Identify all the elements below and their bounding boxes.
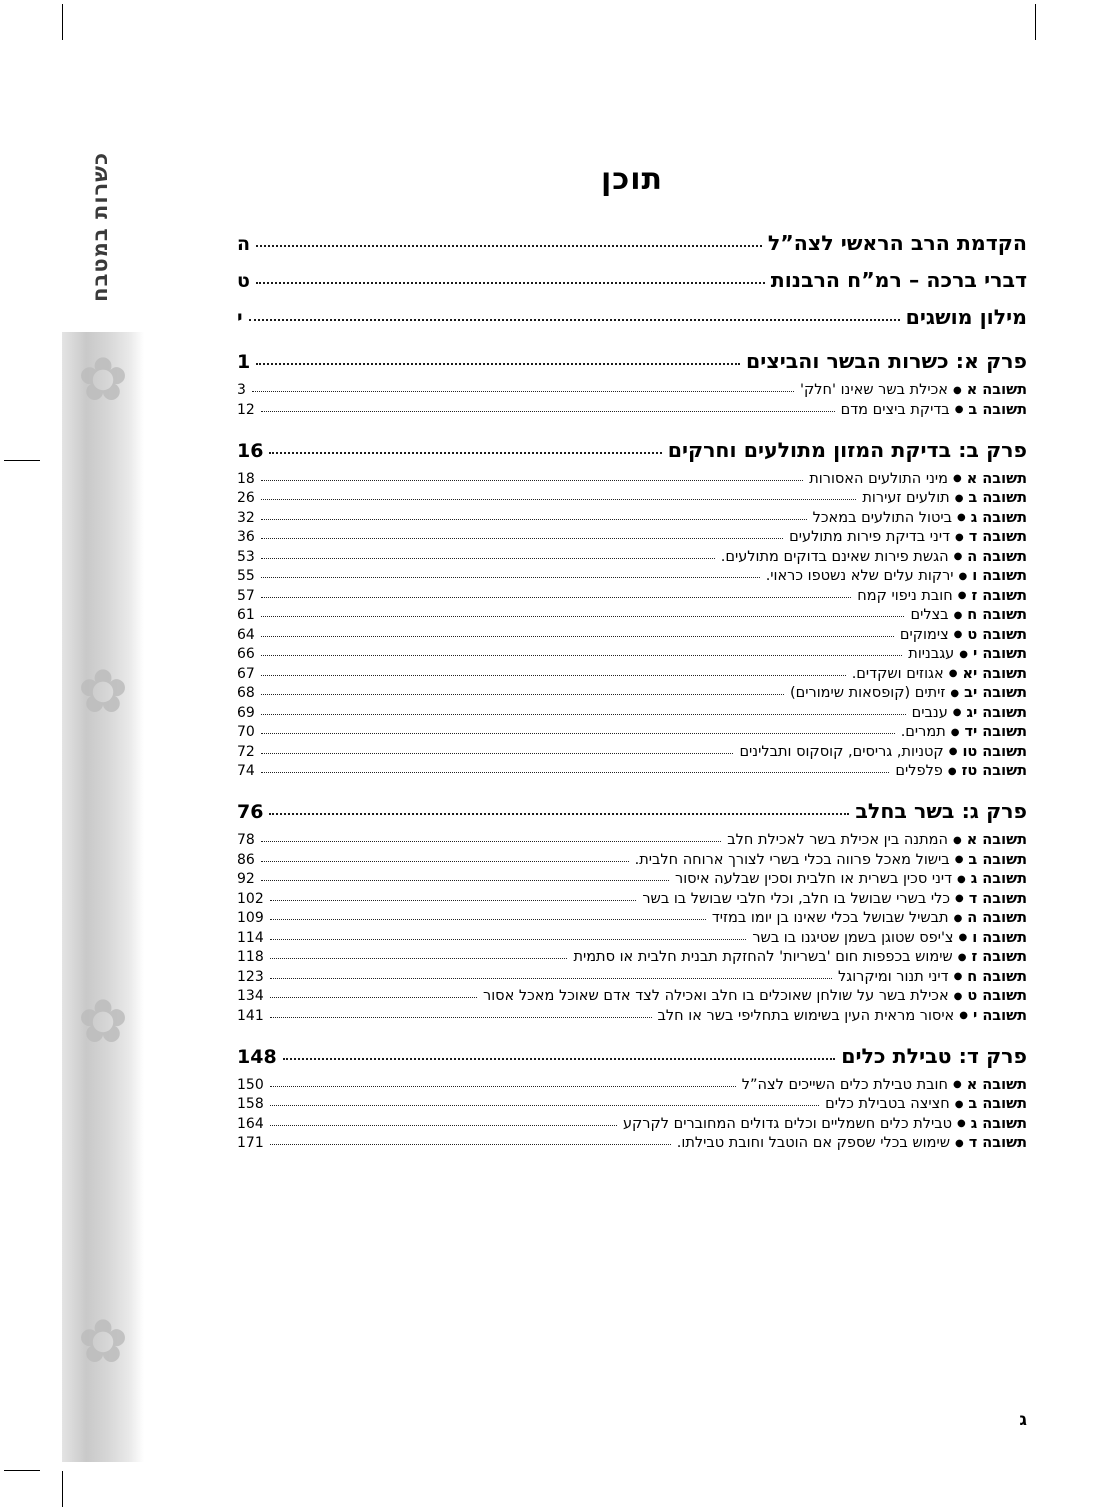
leader-dots xyxy=(249,319,900,321)
answer-text: עגבניות xyxy=(908,646,955,662)
leader-dots xyxy=(261,538,783,539)
toc-answer-entry[interactable] xyxy=(237,871,1027,887)
toc-entry[interactable] xyxy=(237,305,1027,329)
table-of-contents xyxy=(237,162,1027,1155)
answer-label xyxy=(895,763,1027,779)
bullet-icon: ● xyxy=(948,668,958,679)
leader-dots xyxy=(270,939,747,940)
answer-prefix: תשובה ד xyxy=(968,890,1027,907)
chapter-label: פרק ג: בשר בחלב xyxy=(855,799,1027,823)
answer-page: 70 xyxy=(237,724,255,740)
leader-dots xyxy=(256,282,765,284)
answer-page: 164 xyxy=(237,1115,264,1132)
toc-entry-page: ה xyxy=(237,233,251,255)
answer-text: צ'יפס שטוגן בשמן שטיגנו בו בשר xyxy=(752,929,954,946)
chapter-page: 1 xyxy=(237,351,251,373)
answer-text: אכילת בשר על שולחן שאוכלים בו חלב ואכילה לצד אדם שאוכל מאכל אסור xyxy=(483,988,949,1004)
answer-label xyxy=(642,891,1027,907)
answer-label xyxy=(712,910,1027,926)
chapter-block xyxy=(237,1044,1027,1152)
answer-text: ביטול התולעים במאכל xyxy=(812,509,953,526)
answer-label xyxy=(852,666,1027,682)
bullet-icon: ● xyxy=(959,1010,968,1021)
answer-text: בצלים xyxy=(910,607,949,623)
bullet-icon: ● xyxy=(947,765,957,777)
answer-label xyxy=(752,930,1027,946)
leader-dots xyxy=(252,391,794,392)
spine-book-title: כשרות במטבח xyxy=(88,152,112,302)
answer-page: 118 xyxy=(237,949,264,965)
bullet-icon: ● xyxy=(953,990,963,1002)
toc-answer-entry[interactable] xyxy=(237,969,1027,985)
toc-answer-entry[interactable] xyxy=(237,549,1027,565)
toc-answer-entry[interactable] xyxy=(237,1008,1027,1024)
toc-answer-entry[interactable] xyxy=(237,949,1027,965)
flourish-ornament-icon: ✿ xyxy=(77,657,129,727)
answer-text: תמרים. xyxy=(900,724,946,740)
answer-page: 55 xyxy=(237,568,255,584)
toc-answer-entry[interactable] xyxy=(237,382,1027,398)
answer-label xyxy=(841,402,1027,418)
toc-answer-entry[interactable] xyxy=(237,568,1027,584)
toc-answer-entry[interactable] xyxy=(237,930,1027,946)
answer-page: 78 xyxy=(237,832,255,848)
leader-dots xyxy=(270,958,568,959)
answer-text: טבילת כלים חשמליים וכלים גדולים המחוברים לקרקע xyxy=(622,1115,953,1132)
crop-mark-left-top xyxy=(4,460,40,461)
answer-text: דיני בדיקת פירות מתולעים xyxy=(789,529,950,545)
answer-prefix: תשובה ה xyxy=(967,548,1027,565)
flourish-ornament-icon: ✿ xyxy=(77,345,129,415)
answer-text: חובת ניפוי קמח xyxy=(857,587,953,604)
answer-page: 26 xyxy=(237,490,255,506)
leader-dots xyxy=(269,813,849,815)
toc-answer-entry[interactable] xyxy=(237,1135,1027,1151)
answer-page: 69 xyxy=(237,704,255,721)
answer-page: 109 xyxy=(237,910,264,926)
leader-dots xyxy=(270,997,477,998)
answer-prefix: תשובה יג xyxy=(966,704,1027,721)
toc-entry-page: ט xyxy=(237,270,250,292)
answer-label xyxy=(790,685,1027,701)
chapter-block xyxy=(237,438,1027,780)
answer-label xyxy=(721,549,1027,565)
leader-dots xyxy=(261,616,905,617)
leader-dots xyxy=(261,880,669,881)
leader-dots xyxy=(261,772,890,773)
answer-page: 36 xyxy=(237,529,255,545)
bullet-icon: ● xyxy=(948,746,958,757)
answer-prefix: תשובה ח xyxy=(967,968,1027,985)
leader-dots xyxy=(283,1058,836,1060)
leader-dots xyxy=(261,597,851,598)
answer-prefix: תשובה א xyxy=(966,470,1027,487)
answer-prefix: תשובה ח xyxy=(967,607,1027,623)
bullet-icon: ● xyxy=(957,1118,966,1129)
toc-answer-entry[interactable] xyxy=(237,666,1027,682)
answer-label xyxy=(901,724,1027,740)
leader-dots xyxy=(261,480,803,481)
bullet-icon: ● xyxy=(952,473,962,484)
toc-answer-entry[interactable] xyxy=(237,763,1027,779)
toc-entry-page: י xyxy=(237,307,243,329)
toc-chapter-entry[interactable] xyxy=(237,1044,1027,1068)
answer-page: 86 xyxy=(237,851,255,868)
leader-dots xyxy=(261,636,894,637)
answer-text: כלי בשרי שבושל בו חלב, וכלי חלבי שבושל בו בשר xyxy=(642,890,950,907)
leader-dots xyxy=(256,245,762,247)
toc-answer-entry[interactable] xyxy=(237,724,1027,740)
leader-dots xyxy=(270,1086,736,1087)
leader-dots xyxy=(270,1017,652,1018)
bullet-icon: ● xyxy=(957,590,967,601)
leader-dots xyxy=(261,733,895,734)
toc-answer-entry[interactable] xyxy=(237,607,1027,623)
answer-text: דיני תנור ומיקרוגל xyxy=(837,968,949,985)
answer-label xyxy=(800,382,1027,398)
toc-answer-entry[interactable] xyxy=(237,588,1027,604)
answer-label xyxy=(900,627,1027,643)
answer-label xyxy=(809,471,1027,487)
toc-answer-entry[interactable] xyxy=(237,685,1027,701)
decorative-spine-strip xyxy=(62,332,144,1462)
answer-label xyxy=(789,529,1027,545)
leader-dots xyxy=(256,363,740,365)
bullet-icon: ● xyxy=(959,648,968,660)
toc-answer-entry[interactable] xyxy=(237,744,1027,760)
answer-page: 72 xyxy=(237,743,255,760)
answer-label xyxy=(658,1008,1027,1024)
leader-dots xyxy=(261,519,807,520)
answer-label xyxy=(766,568,1027,584)
toc-answer-entry[interactable] xyxy=(237,1116,1027,1132)
answer-page: 61 xyxy=(237,607,255,623)
toc-entry-label: הקדמת הרב הראשי לצה”ל xyxy=(767,231,1027,255)
answer-page: 134 xyxy=(237,988,264,1004)
answer-page: 68 xyxy=(237,685,255,701)
answer-page: 150 xyxy=(237,1076,264,1093)
answer-page: 32 xyxy=(237,509,255,526)
answer-label xyxy=(910,607,1027,623)
answer-text: אגוזים ושקדים. xyxy=(851,665,944,682)
bullet-icon: ● xyxy=(957,512,966,523)
leader-dots xyxy=(261,861,629,862)
answer-text: בדיקת ביצים מדם xyxy=(840,401,950,418)
crop-mark-left-bottom xyxy=(4,1470,40,1471)
answer-text: חציצה בטבילת כלים xyxy=(825,1096,950,1112)
answer-prefix: תשובה יא xyxy=(962,665,1027,682)
answer-text: חובת טבילת כלים השייכים לצה”ל xyxy=(741,1076,948,1093)
answer-page: 102 xyxy=(237,890,264,907)
leader-dots xyxy=(261,675,846,676)
toc-answer-entry[interactable] xyxy=(237,471,1027,487)
answer-label xyxy=(573,949,1027,965)
toc-answer-entry[interactable] xyxy=(237,705,1027,721)
toc-chapter-entry[interactable] xyxy=(237,799,1027,823)
bullet-icon: ● xyxy=(952,1079,962,1090)
bullet-icon: ● xyxy=(955,1137,964,1149)
toc-answer-entry[interactable] xyxy=(237,510,1027,526)
answer-prefix: תשובה ד xyxy=(968,529,1027,545)
answer-page: 3 xyxy=(237,382,246,398)
answer-prefix: תשובה ב xyxy=(968,490,1027,506)
answer-text: הגשת פירות שאינם בדוקים מתולעים. xyxy=(720,548,949,565)
answer-text: ירקות עלים שלא נשטפו כראוי. xyxy=(765,568,954,584)
chapter-block xyxy=(237,349,1027,418)
answer-prefix: תשובה ג xyxy=(970,871,1027,887)
bullet-icon: ● xyxy=(955,893,964,904)
answer-text: אכילת בשר שאינו 'חלק' xyxy=(799,382,948,398)
answer-page: 141 xyxy=(237,1007,264,1024)
chapter-label: פרק ד: טבילת כלים xyxy=(841,1043,1027,1068)
answer-prefix: תשובה טו xyxy=(962,743,1027,760)
answer-label xyxy=(908,646,1027,662)
answer-text: צימוקים xyxy=(899,626,949,643)
answer-page: 92 xyxy=(237,871,255,887)
answer-prefix: תשובה ט xyxy=(967,626,1027,643)
answer-page: 53 xyxy=(237,548,255,565)
chapter-label: פרק ב: בדיקת המזון מתולעים וחרקים xyxy=(667,437,1027,462)
leader-dots xyxy=(270,1144,671,1145)
answer-prefix: תשובה א xyxy=(966,1076,1027,1093)
leader-dots xyxy=(261,753,734,754)
bullet-icon: ● xyxy=(953,629,963,640)
toc-answer-entry[interactable] xyxy=(237,988,1027,1004)
chapter-page: 76 xyxy=(237,801,264,823)
answer-page: 64 xyxy=(237,626,255,643)
answer-prefix: תשובה ז xyxy=(971,949,1027,965)
leader-dots xyxy=(261,411,835,412)
answer-text: איסור מראית העין בשימוש בתחליפי בשר או חלב xyxy=(657,1007,955,1024)
folio-page-number: ג xyxy=(1019,1410,1027,1430)
bullet-icon: ● xyxy=(952,384,962,396)
bullet-icon: ● xyxy=(958,570,968,582)
bullet-icon: ● xyxy=(953,551,963,562)
toc-entry[interactable] xyxy=(237,268,1027,292)
bullet-icon: ● xyxy=(953,609,963,621)
flourish-ornament-icon: ✿ xyxy=(77,987,129,1057)
answer-page: 171 xyxy=(237,1135,264,1151)
crop-mark-bottom-left xyxy=(62,1471,63,1507)
leader-dots xyxy=(270,1125,617,1126)
answer-label xyxy=(483,988,1027,1004)
answer-label xyxy=(862,490,1027,506)
bullet-icon: ● xyxy=(954,1098,964,1110)
toc-answer-entry[interactable] xyxy=(237,891,1027,907)
answer-page: 123 xyxy=(237,968,264,985)
answer-text: מיני התולעים האסורות xyxy=(809,470,948,487)
toc-answer-entry[interactable] xyxy=(237,529,1027,545)
answer-prefix: תשובה י xyxy=(973,646,1027,662)
toc-answer-entry[interactable] xyxy=(237,1077,1027,1093)
chapter-page: 148 xyxy=(237,1045,277,1068)
answer-page: 57 xyxy=(237,587,255,604)
answer-page: 66 xyxy=(237,646,255,662)
answer-prefix: תשובה א xyxy=(966,832,1027,848)
answer-text: פלפלים xyxy=(895,763,943,779)
answer-prefix: תשובה יד xyxy=(964,724,1027,740)
answer-text: קטניות, גריסים, קוסקוס ותבלינים xyxy=(739,743,944,760)
leader-dots xyxy=(261,841,721,842)
answer-page: 67 xyxy=(237,665,255,682)
leader-dots xyxy=(261,655,902,656)
answer-label xyxy=(727,832,1027,848)
bullet-icon: ● xyxy=(954,492,964,504)
answer-label xyxy=(677,1135,1027,1151)
toc-entry[interactable] xyxy=(237,231,1027,255)
answer-prefix: תשובה ג xyxy=(970,1115,1027,1132)
answer-prefix: תשובה ד xyxy=(968,1135,1027,1151)
bullet-icon: ● xyxy=(955,531,964,543)
answer-prefix: תשובה ו xyxy=(972,568,1027,584)
toc-answer-entry[interactable] xyxy=(237,402,1027,418)
toc-entry-label: מילון מושגים xyxy=(905,305,1027,329)
book-page xyxy=(62,42,1037,1462)
bullet-icon: ● xyxy=(950,726,960,738)
flourish-ornament-icon: ✿ xyxy=(77,1307,129,1377)
answer-prefix: תשובה א xyxy=(966,382,1027,398)
answer-prefix: תשובה ב xyxy=(968,401,1027,418)
answer-prefix: תשובה י xyxy=(973,1007,1027,1024)
bullet-icon: ● xyxy=(957,873,966,885)
chapter-block xyxy=(237,799,1027,1024)
bullet-icon: ● xyxy=(954,854,964,865)
leader-dots xyxy=(261,499,857,500)
answer-page: 114 xyxy=(237,929,264,946)
toc-answer-entry[interactable] xyxy=(237,852,1027,868)
toc-answer-entry[interactable] xyxy=(237,832,1027,848)
leader-dots xyxy=(270,978,832,979)
front-matter-list xyxy=(237,231,1027,329)
toc-answer-entry[interactable] xyxy=(237,627,1027,643)
crop-mark-top-left xyxy=(62,4,63,40)
answer-label xyxy=(675,871,1027,887)
answer-text: שימוש בכפפות חום 'בשריות' להחזקת תבנית חלבית או סתמית xyxy=(573,949,953,965)
answer-page: 12 xyxy=(237,401,255,418)
answer-text: זיתים (קופסאות שימורים) xyxy=(789,685,946,701)
leader-dots xyxy=(270,919,706,920)
answer-prefix: תשובה טז xyxy=(961,763,1027,779)
bullet-icon: ● xyxy=(952,707,962,718)
toc-chapter-entry[interactable] xyxy=(237,349,1027,373)
answer-label xyxy=(742,1077,1027,1093)
leader-dots xyxy=(261,558,715,559)
leader-dots xyxy=(270,1105,819,1106)
page-title: תוכן xyxy=(600,162,664,197)
leader-dots xyxy=(261,694,784,695)
bullet-icon: ● xyxy=(953,912,963,924)
answer-text: תולעים זעירות xyxy=(862,490,950,506)
answer-text: המתנה בין אכילת בשר לאכילת חלב xyxy=(727,832,948,848)
leader-dots xyxy=(269,452,661,454)
answer-label xyxy=(739,744,1027,760)
bullet-icon: ● xyxy=(953,971,963,982)
answer-prefix: תשובה יב xyxy=(964,685,1027,701)
toc-answer-entry[interactable] xyxy=(237,646,1027,662)
bullet-icon: ● xyxy=(957,951,967,963)
toc-entry-label: דברי ברכה – רמ”ח הרבנות xyxy=(770,268,1027,292)
answer-text: דיני סכין בשרית או חלבית וסכין שבלעה איסור xyxy=(675,871,953,887)
crop-mark-top-right xyxy=(1035,4,1036,40)
answer-text: תבשיל שבושל בכלי שאינו בן יומו במזיד xyxy=(711,910,949,926)
answer-prefix: תשובה ז xyxy=(971,587,1027,604)
toc-answer-entry[interactable] xyxy=(237,490,1027,506)
answer-label xyxy=(838,969,1027,985)
bullet-icon: ● xyxy=(954,404,964,415)
answer-prefix: תשובה ו xyxy=(972,929,1027,946)
bullet-icon: ● xyxy=(958,932,968,943)
chapter-label: פרק א: כשרות הבשר והביצים xyxy=(746,349,1027,373)
answer-prefix: תשובה ט xyxy=(967,988,1027,1004)
answer-prefix: תשובה ג xyxy=(970,509,1027,526)
answer-text: בישול מאכל פרווה בכלי בשרי לצורך ארוחה חלבית. xyxy=(634,851,950,868)
answer-page: 158 xyxy=(237,1096,264,1112)
answer-page: 18 xyxy=(237,470,255,487)
answer-label xyxy=(623,1116,1027,1132)
answer-prefix: תשובה ב xyxy=(968,1096,1027,1112)
toc-chapter-entry[interactable] xyxy=(237,438,1027,462)
answer-prefix: תשובה ה xyxy=(967,910,1027,926)
toc-answer-entry[interactable] xyxy=(237,1096,1027,1112)
answer-prefix: תשובה ב xyxy=(968,851,1027,868)
leader-dots xyxy=(270,900,637,901)
leader-dots xyxy=(261,714,906,715)
answer-label xyxy=(813,510,1027,526)
toc-answer-entry[interactable] xyxy=(237,910,1027,926)
answer-label xyxy=(825,1096,1027,1112)
bullet-icon: ● xyxy=(952,834,962,846)
chapter-page: 16 xyxy=(237,439,264,462)
bullet-icon: ● xyxy=(950,687,960,699)
answer-label xyxy=(857,588,1027,604)
answer-text: שימוש בכלי שספק אם הוטבל וחובת טבילתו. xyxy=(676,1135,950,1151)
answer-label xyxy=(635,852,1027,868)
leader-dots xyxy=(261,577,760,578)
answer-label xyxy=(912,705,1027,721)
answer-page: 74 xyxy=(237,763,255,779)
answer-text: ענבים xyxy=(911,704,948,721)
